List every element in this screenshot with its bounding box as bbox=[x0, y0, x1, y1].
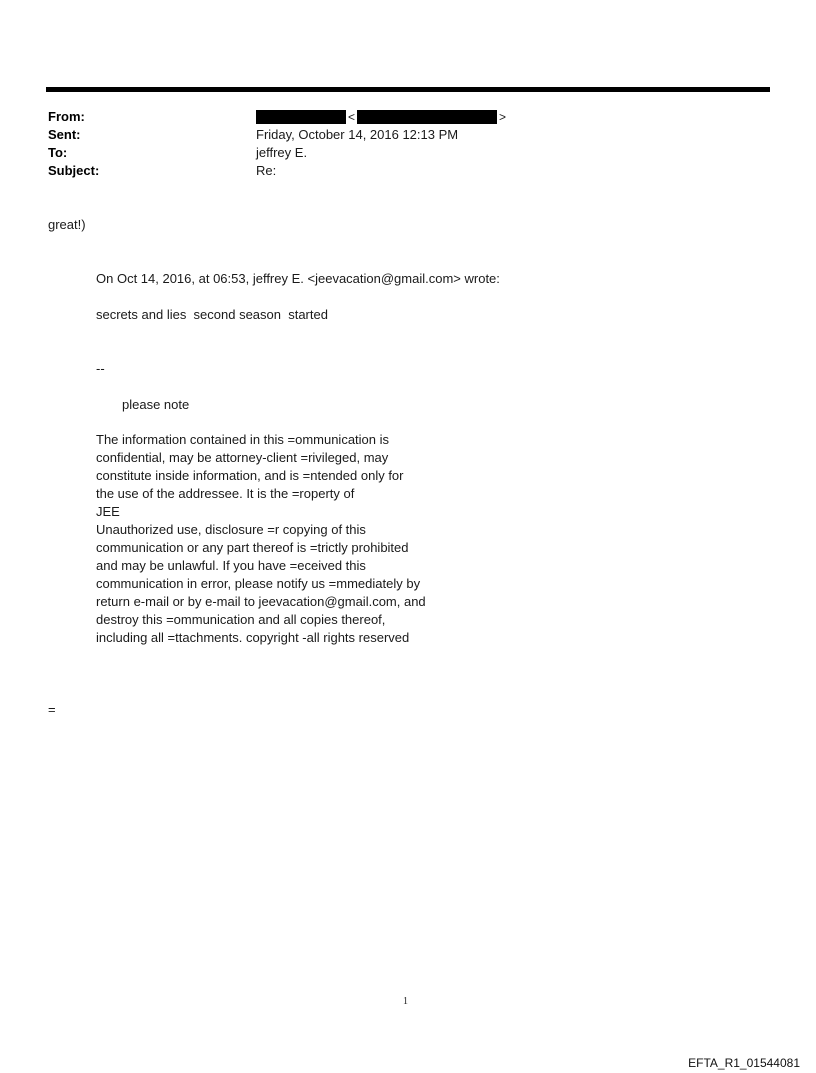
quoted-message-text: secrets and lies second season started bbox=[96, 307, 328, 322]
redacted-sender-name bbox=[256, 110, 346, 124]
to-value: jeffrey E. bbox=[256, 145, 308, 160]
document-id: EFTA_R1_01544081 bbox=[688, 1056, 800, 1070]
quoted-message-header: On Oct 14, 2016, at 06:53, jeffrey E. <jeevacation@gmail.com> wrote: bbox=[96, 271, 500, 286]
to-label: To: bbox=[48, 145, 68, 160]
from-close-bracket: > bbox=[499, 110, 507, 124]
email-header bbox=[48, 108, 748, 180]
sent-label: Sent: bbox=[48, 127, 81, 142]
confidentiality-disclaimer bbox=[96, 431, 426, 647]
disclaimer-line: constitute inside information, and is =ntended only for bbox=[96, 468, 404, 483]
from-open-bracket: < bbox=[348, 110, 356, 124]
disclaimer-line: The information contained in this =ommunication is bbox=[96, 432, 390, 447]
from-label: From: bbox=[48, 109, 85, 124]
redacted-sender-email bbox=[357, 110, 497, 124]
disclaimer-line: Unauthorized use, disclosure =r copying of this bbox=[96, 522, 366, 537]
sent-value: Friday, October 14, 2016 12:13 PM bbox=[256, 127, 459, 142]
disclaimer-line: return e-mail or by e-mail to jeevacation@gmail.com, and bbox=[96, 594, 426, 609]
subject-label: Subject: bbox=[48, 163, 100, 178]
disclaimer-line: and may be unlawful. If you have =eceived this bbox=[96, 558, 366, 573]
please-note-text: please note bbox=[122, 397, 190, 412]
disclaimer-line: including all =ttachments. copyright -all rights reserved bbox=[96, 630, 410, 645]
subject-row bbox=[48, 162, 748, 180]
subject-value: Re: bbox=[256, 163, 277, 178]
disclaimer-line: confidential, may be attorney-client =rivileged, may bbox=[96, 450, 389, 465]
disclaimer-line: communication or any part thereof is =trictly prohibited bbox=[96, 540, 409, 555]
sent-row bbox=[48, 126, 748, 144]
header-divider bbox=[46, 87, 770, 92]
disclaimer-line: JEE bbox=[96, 504, 120, 519]
signature-separator: -- bbox=[96, 361, 105, 376]
from-row bbox=[48, 108, 748, 126]
page-number: 1 bbox=[403, 996, 408, 1007]
to-row bbox=[48, 144, 748, 162]
reply-text: great!) bbox=[48, 217, 86, 232]
from-value bbox=[256, 108, 508, 126]
disclaimer-line: communication in error, please notify us =mmediately by bbox=[96, 576, 421, 591]
disclaimer-line: the use of the addressee. It is the =roperty of bbox=[96, 486, 355, 501]
disclaimer-line: destroy this =ommunication and all copies thereof, bbox=[96, 612, 386, 627]
trailing-equals: = bbox=[48, 702, 56, 717]
